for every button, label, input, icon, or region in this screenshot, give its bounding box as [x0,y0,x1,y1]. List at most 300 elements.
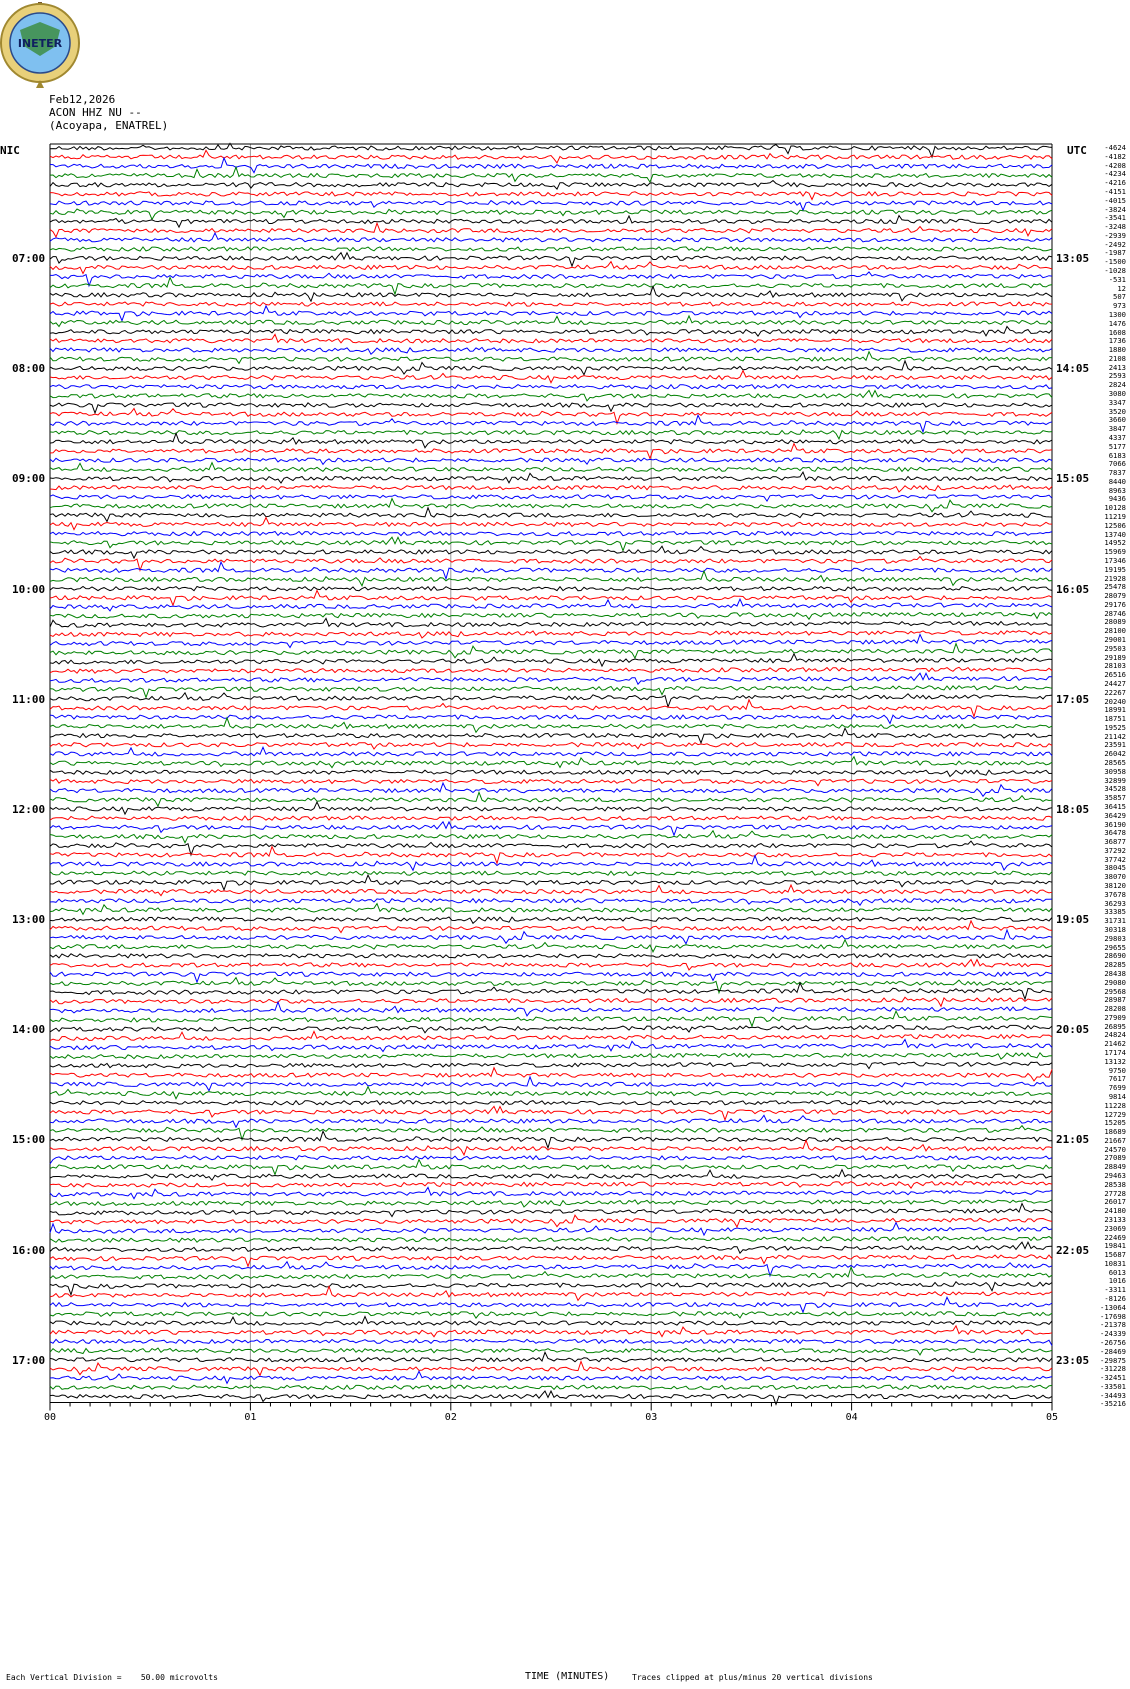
trace-count-label: 21462 [1104,1039,1126,1049]
trace-count-label: 23069 [1104,1223,1126,1233]
trace-count-label: 28285 [1104,960,1126,970]
seismic-trace [50,899,1052,906]
trace-count-label: -8126 [1104,1294,1126,1304]
utc-hour-label: 21:05 [1056,1133,1090,1147]
trace-count-label: -4216 [1104,178,1126,188]
seismic-trace [50,1101,1052,1105]
seismic-trace [50,847,1052,864]
trace-count-label: 10128 [1104,503,1126,513]
trace-count-label: 29503 [1104,643,1126,653]
nic-hour-label: 08:00 [12,362,46,376]
trace-count-label: 973 [1113,301,1126,311]
trace-count-label: 36190 [1104,819,1126,829]
trace-count-label: 29080 [1104,977,1126,987]
seismic-trace [50,1339,1052,1345]
trace-count-label: 36429 [1104,810,1126,820]
seismic-trace [50,1002,1052,1016]
trace-count-label: 38070 [1104,872,1126,882]
trace-count-label: 8963 [1108,485,1126,495]
seismic-trace [50,1215,1052,1227]
seismic-trace [50,1312,1052,1318]
seismic-trace [50,770,1052,776]
trace-count-label: -28469 [1100,1346,1126,1356]
utc-hour-label: 19:05 [1056,913,1090,927]
utc-hour-label: 22:05 [1056,1243,1090,1257]
seismic-trace [50,1267,1052,1279]
seismic-trace [50,1352,1052,1362]
trace-count-label: 33385 [1104,907,1126,917]
utc-hour-label: 18:05 [1056,802,1090,816]
seismic-trace [50,718,1052,732]
seismic-trace [50,1140,1052,1155]
seismic-trace [50,802,1052,814]
trace-count-label: 2413 [1108,362,1126,372]
trace-count-label: 23591 [1104,740,1126,750]
seismic-trace [50,1348,1052,1355]
seismic-trace [50,1181,1052,1188]
seismic-trace [50,458,1052,464]
trace-count-label: 15205 [1104,1118,1126,1128]
trace-count-label: 18991 [1104,705,1126,715]
seismic-trace [50,972,1052,982]
seismic-trace [50,1255,1052,1267]
trace-count-label: 28746 [1104,608,1126,618]
trace-count-label: 11228 [1104,1100,1126,1110]
seismic-trace [50,158,1052,173]
seismic-trace [50,430,1052,439]
trace-count-label: 24824 [1104,1030,1126,1040]
seismic-trace [50,1223,1052,1235]
seismic-trace [50,532,1052,536]
nic-hour-label: 14:00 [12,1023,46,1037]
trace-count-label: -34493 [1100,1390,1126,1400]
seismic-trace [50,587,1052,591]
trace-count-label: -2939 [1104,230,1126,240]
trace-count-label: 28103 [1104,661,1126,671]
seismic-trace [50,385,1052,389]
trace-count-label: 34528 [1104,784,1126,794]
seismic-trace [50,192,1052,200]
trace-count-label: 25478 [1104,582,1126,592]
seismic-trace [50,667,1052,673]
seismic-trace [50,954,1052,958]
trace-count-label: 27728 [1104,1188,1126,1198]
seismic-trace [50,262,1052,274]
trace-count-label: 7837 [1108,468,1126,478]
trace-count-label: 12729 [1104,1109,1126,1119]
trace-count-label: 21928 [1104,573,1126,583]
trace-count-label: -4015 [1104,195,1126,205]
trace-count-label: 13132 [1104,1056,1126,1066]
seismic-trace [50,612,1052,619]
trace-count-label: 36877 [1104,837,1126,847]
x-tick-label: 05 [1046,1412,1059,1424]
seismic-trace [50,921,1052,933]
trace-count-label: 20240 [1104,696,1126,706]
seismic-trace [50,904,1052,915]
utc-hour-label: 13:05 [1056,252,1090,266]
seismic-trace [50,1204,1052,1217]
seismic-trace [50,508,1052,522]
nic-hour-label: 16:00 [12,1243,46,1257]
x-tick-label: 01 [244,1412,257,1424]
trace-count-label: 1880 [1108,345,1126,355]
trace-count-label: 3660 [1108,415,1126,425]
trace-count-label: -17698 [1100,1311,1126,1321]
seismic-trace [50,1187,1052,1198]
trace-count-label: 19841 [1104,1241,1126,1251]
trace-count-label: 37678 [1104,889,1126,899]
left-timezone-label: NIC [0,144,20,157]
seismic-trace [50,1170,1052,1181]
x-axis-title: TIME (MINUTES) [525,1671,610,1682]
clip-note: Traces clipped at plus/minus 20 vertical divisions [632,1673,873,1682]
trace-count-label: 12506 [1104,520,1126,530]
trace-count-label: 26895 [1104,1021,1126,1031]
trace-count-label: 1300 [1108,309,1126,319]
station-location: (Acoyapa, ENATREL) [49,119,169,132]
seismic-trace [50,1160,1052,1175]
trace-count-label: -32451 [1100,1373,1126,1383]
trace-count-label: 32899 [1104,775,1126,785]
seismic-trace [50,728,1052,743]
seismic-traces [50,143,1052,1404]
seismic-trace [50,562,1052,579]
seismic-trace [50,1068,1052,1081]
trace-count-label: 28565 [1104,758,1126,768]
trace-count-label: -3824 [1104,204,1126,214]
trace-count-label: 17346 [1104,555,1126,565]
trace-count-label: 28100 [1104,626,1126,636]
trace-count-label: -4151 [1104,186,1126,196]
trace-count-label: 2108 [1108,353,1126,363]
trace-count-label: 19525 [1104,722,1126,732]
trace-count-label: 29189 [1104,652,1126,662]
x-tick-label: 02 [444,1412,457,1424]
nic-hour-label: 17:00 [12,1353,46,1367]
seismic-trace [50,693,1052,707]
trace-count-label: 29001 [1104,635,1126,645]
trace-count-label: -4182 [1104,151,1126,161]
trace-count-label: 28208 [1104,1004,1126,1014]
seismic-trace [50,1362,1052,1376]
trace-count-label: 28538 [1104,1179,1126,1189]
seismic-trace [50,371,1052,383]
trace-count-label: 35857 [1104,793,1126,803]
trace-count-label: 12 [1117,283,1126,293]
seismic-trace [50,1287,1052,1301]
trace-count-label: 28089 [1104,617,1126,627]
trace-count-label: 5177 [1108,441,1126,451]
trace-count-label: 28690 [1104,951,1126,961]
trace-count-label: 37292 [1104,845,1126,855]
nic-hour-label: 13:00 [12,913,46,927]
trace-count-label: 21667 [1104,1135,1126,1145]
trace-count-label: 28849 [1104,1162,1126,1172]
seismic-trace [50,463,1052,472]
seismic-trace [50,1025,1052,1032]
seismic-trace [50,1282,1052,1295]
trace-count-label: 9814 [1108,1091,1126,1101]
trace-count-label: 9436 [1108,494,1126,504]
seismic-trace [50,150,1052,163]
trace-count-label: 1476 [1108,318,1126,328]
trace-count-label: 10831 [1104,1258,1126,1268]
trace-count-label: -4624 [1104,143,1126,152]
seismic-trace [50,983,1052,999]
scale-note: Each Vertical Division = 50.00 microvolts [6,1673,218,1682]
trace-count-label: 21142 [1104,731,1126,741]
seismic-trace [50,831,1052,843]
trace-count-label: 27089 [1104,1153,1126,1163]
seismic-trace [50,327,1052,337]
trace-count-label: 1736 [1108,336,1126,346]
trace-count-label: 3347 [1108,397,1126,407]
trace-count-label: 14952 [1104,538,1126,548]
trace-count-label: 28079 [1104,591,1126,601]
seismic-trace [50,201,1052,211]
seismic-trace [50,361,1052,375]
x-tick-label: 03 [645,1412,658,1424]
trace-count-label: -21378 [1100,1320,1126,1330]
seismic-trace [50,1031,1052,1040]
seismic-trace [50,940,1052,952]
seismic-trace [50,997,1052,1006]
trace-count-label: 30958 [1104,766,1126,776]
seismic-trace [50,599,1052,611]
seismic-trace [50,635,1052,648]
trace-count-label: 6013 [1108,1267,1126,1277]
seismic-trace [50,618,1052,627]
trace-count-label: 36293 [1104,898,1126,908]
seismic-trace [50,1115,1052,1127]
trace-count-label: 2593 [1108,371,1126,381]
seismic-trace [50,334,1052,342]
seismic-trace [50,1385,1052,1389]
nic-hour-label: 11:00 [12,692,46,706]
logo-text: INETER [17,37,63,50]
trace-count-label: 7699 [1108,1083,1126,1093]
seismic-trace [50,444,1052,459]
trace-count-label: -1028 [1104,266,1126,275]
seismic-trace [50,306,1052,321]
seismic-trace [50,1131,1052,1148]
seismic-trace [50,518,1052,530]
trace-count-label: 30318 [1104,925,1126,934]
nic-hour-label: 10:00 [12,582,46,596]
trace-count-label: 29568 [1104,986,1126,996]
seismic-trace [50,816,1052,820]
seismic-trace [50,247,1052,251]
trace-count-label: 36478 [1104,828,1126,838]
trace-count-label: 18751 [1104,714,1126,724]
trace-count-label: 7066 [1108,459,1126,469]
seismic-trace [50,1317,1052,1326]
trace-count-label: 29655 [1104,942,1126,952]
seismic-trace [50,1371,1052,1383]
seismic-trace [50,390,1052,400]
seismic-trace [50,856,1052,871]
trace-count-label: 3080 [1108,389,1126,399]
trace-count-label: -4234 [1104,169,1126,179]
trace-count-label: 38120 [1104,881,1126,891]
nic-hour-label: 09:00 [12,472,46,486]
trace-count-label: 1608 [1108,327,1126,337]
utc-hour-label: 23:05 [1056,1353,1090,1367]
seismic-trace [50,700,1052,717]
trace-count-label: -2492 [1104,239,1126,249]
trace-count-label: 26042 [1104,749,1126,759]
seismic-trace [50,472,1052,483]
seismic-trace [50,1011,1052,1026]
trace-count-label: 24570 [1104,1144,1126,1154]
seismic-trace [50,654,1052,666]
seismic-trace [50,167,1052,182]
seismic-trace [50,352,1052,364]
seismic-trace [50,546,1052,558]
seismic-trace [50,347,1052,354]
seismic-trace [50,571,1052,586]
trace-count-label: 37742 [1104,854,1126,864]
seismic-trace [50,253,1052,266]
trace-count-label: 2824 [1108,380,1126,390]
trace-count-label: -4208 [1104,160,1126,170]
trace-count-label: -13064 [1100,1302,1126,1312]
seismic-trace [50,1237,1052,1243]
seismic-trace [50,1156,1052,1164]
seismic-trace [50,631,1052,638]
seismic-trace [50,1200,1052,1207]
trace-count-label: 22267 [1104,687,1126,697]
record-date: Feb12,2026 [49,93,116,106]
trace-count-label: 1016 [1108,1276,1126,1286]
seismic-trace [50,181,1052,190]
trace-count-label: 29803 [1104,933,1126,943]
seismic-trace [50,1077,1052,1091]
trace-count-label: 27909 [1104,1012,1126,1022]
trace-count-label: -31228 [1100,1364,1126,1374]
trace-count-label: 38045 [1104,863,1126,873]
trace-count-label: 507 [1113,292,1126,302]
trace-count-label: 15969 [1104,547,1126,557]
seismic-trace [50,278,1052,295]
trace-count-label: -29875 [1100,1355,1126,1365]
x-tick-label: 04 [845,1412,858,1424]
utc-hour-label: 17:05 [1056,692,1090,706]
seismic-trace [50,1326,1052,1337]
seismic-trace [50,316,1052,327]
trace-count-label: 23133 [1104,1214,1126,1224]
seismic-trace [50,779,1052,786]
seismic-trace [50,792,1052,806]
trace-count-label: 24427 [1104,678,1126,688]
seismic-trace [50,871,1052,875]
right-timezone-label: UTC [1067,144,1087,157]
trace-count-label: 28438 [1104,968,1126,978]
seismic-trace [50,715,1052,724]
seismic-trace [50,495,1052,501]
seismic-trace [50,537,1052,551]
trace-count-label: -3311 [1104,1285,1126,1295]
trace-count-label: 3847 [1108,424,1126,434]
seismic-trace [50,233,1052,242]
utc-hour-label: 14:05 [1056,362,1090,376]
trace-count-label: 8440 [1108,476,1126,486]
seismic-trace [50,743,1052,749]
trace-count-label: 15687 [1104,1250,1126,1260]
seismic-trace [50,1106,1052,1120]
trace-count-label: 26017 [1104,1197,1126,1207]
seismic-trace [50,1053,1052,1059]
trace-count-label: 28987 [1104,995,1126,1005]
trace-count-label: 6183 [1108,450,1126,460]
seismic-trace [50,216,1052,228]
seismic-trace [50,499,1052,512]
seismic-trace [50,403,1052,413]
seismic-trace [50,302,1052,306]
trace-count-label: -26756 [1100,1337,1126,1347]
seismic-trace [50,287,1052,302]
trace-count-label: 19195 [1104,564,1126,574]
trace-count-label: -35216 [1100,1399,1126,1409]
seismic-trace [50,209,1052,219]
trace-count-label: 13740 [1104,529,1126,539]
seismic-trace [50,875,1052,890]
seismic-trace [50,433,1052,447]
seismic-trace [50,930,1052,944]
trace-count-label: -33501 [1100,1381,1126,1391]
seismic-trace [50,783,1052,796]
trace-count-label: 4337 [1108,432,1126,442]
trace-count-label: -531 [1108,274,1126,284]
trace-count-label: 18689 [1104,1127,1126,1137]
utc-hour-label: 15:05 [1056,472,1090,486]
nic-hour-label: 12:00 [12,802,46,816]
trace-count-label: -1987 [1104,248,1126,258]
trace-count-label: 3520 [1108,406,1126,416]
seismic-trace [50,1297,1052,1312]
trace-count-label: 26516 [1104,670,1126,680]
utc-hour-label: 16:05 [1056,582,1090,596]
seismic-trace [50,673,1052,684]
seismic-trace [50,757,1052,768]
seismic-trace [50,415,1052,432]
trace-count-label: 11219 [1104,512,1126,522]
trace-count-label: -3248 [1104,222,1126,232]
trace-count-label: 17174 [1104,1048,1126,1058]
seismic-trace [50,747,1052,756]
trace-count-label: 7617 [1108,1074,1126,1084]
seismic-trace [50,917,1052,924]
station-code: ACON HHZ NU -- [49,106,142,119]
seismic-trace [50,1242,1052,1253]
trace-count-label: 36415 [1104,801,1126,811]
seismic-trace [50,272,1052,286]
trace-count-label: 22469 [1104,1232,1126,1242]
trace-count-label: 29463 [1104,1171,1126,1181]
trace-count-label: 24180 [1104,1206,1126,1216]
seismic-trace [50,686,1052,698]
trace-count-label: -24339 [1100,1329,1126,1339]
seismic-trace [50,591,1052,606]
nic-hour-label: 07:00 [12,252,46,266]
seismic-trace [50,1040,1052,1052]
seismic-trace [50,485,1052,492]
trace-count-label: -3541 [1104,213,1126,223]
seismic-trace [50,1062,1052,1069]
seismic-trace [50,822,1052,836]
nic-hour-label: 15:00 [12,1133,46,1147]
